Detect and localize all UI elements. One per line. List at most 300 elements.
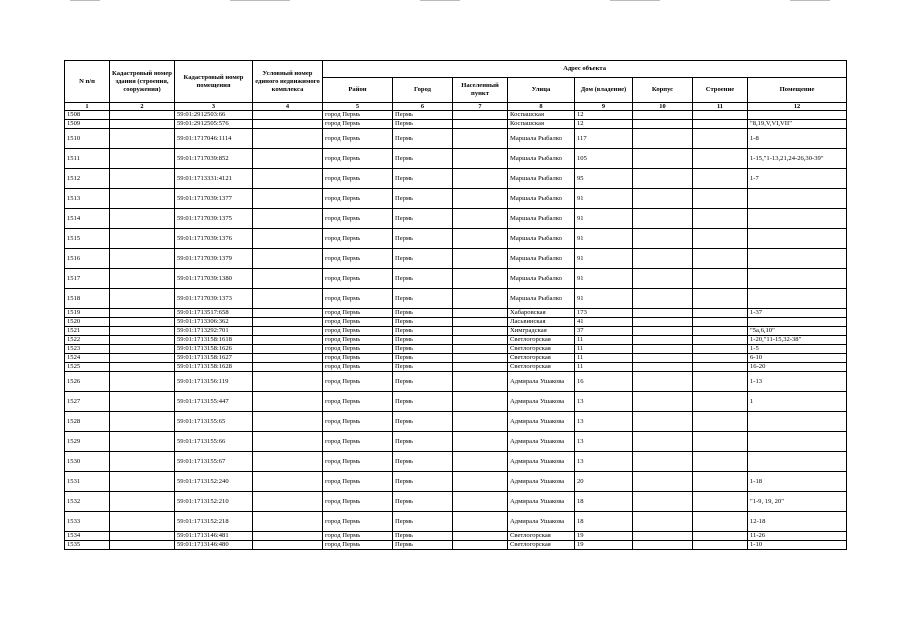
cell-row-number: 1530 xyxy=(65,452,110,472)
scan-edge-mark xyxy=(420,0,460,1)
table-row xyxy=(65,372,847,392)
cell-city: Пермь xyxy=(393,169,453,189)
cell-row-number: 1528 xyxy=(65,412,110,432)
cell-row-number: 1532 xyxy=(65,492,110,512)
cell-street: Маршала Рыбалко xyxy=(508,229,575,249)
cell-premises: 12-18 xyxy=(748,512,847,532)
header-building-cadastral: Кадастровый номер здания (строения, сооружения) xyxy=(110,61,175,103)
cell-street: Маршала Рыбалко xyxy=(508,129,575,149)
cell-structure xyxy=(693,309,748,318)
cell-premises: 11-26 xyxy=(748,532,847,541)
cell-complex-number xyxy=(253,169,323,189)
cell-corpus xyxy=(633,541,693,550)
cell-locality xyxy=(453,149,508,169)
cell-building-cadastral xyxy=(110,412,175,432)
cell-premises-cadastral: 59:01:1713292:701 xyxy=(175,327,253,336)
cell-structure xyxy=(693,452,748,472)
cell-corpus xyxy=(633,309,693,318)
cell-row-number: 1518 xyxy=(65,289,110,309)
cell-city: Пермь xyxy=(393,129,453,149)
cell-premises-cadastral: 59:01:1717039:1377 xyxy=(175,189,253,209)
table-row xyxy=(65,472,847,492)
cell-house: 91 xyxy=(575,269,633,289)
header-premises: Помещение xyxy=(748,78,847,103)
cell-corpus xyxy=(633,532,693,541)
cell-row-number: 1527 xyxy=(65,392,110,412)
cell-premises-cadastral: 59:01:1717039:1376 xyxy=(175,229,253,249)
cell-city: Пермь xyxy=(393,229,453,249)
cell-locality xyxy=(453,289,508,309)
cell-premises: 1-13 xyxy=(748,372,847,392)
cell-house: 41 xyxy=(575,318,633,327)
cell-premises: 1-20,"11-15,32-38" xyxy=(748,336,847,345)
column-number: 8 xyxy=(508,103,575,111)
table-row xyxy=(65,541,847,550)
table-row xyxy=(65,149,847,169)
header-address-group: Адрес объекта xyxy=(323,61,847,78)
cell-district: город Пермь xyxy=(323,120,393,129)
cell-street: Коспашская xyxy=(508,111,575,120)
cell-premises-cadastral: 59:01:1713158:1628 xyxy=(175,363,253,372)
table-row xyxy=(65,412,847,432)
table-row xyxy=(65,336,847,345)
cell-building-cadastral xyxy=(110,189,175,209)
cell-premises: "5а,6,10" xyxy=(748,327,847,336)
cell-row-number: 1516 xyxy=(65,249,110,269)
cell-corpus xyxy=(633,512,693,532)
table-row xyxy=(65,229,847,249)
cell-district: город Пермь xyxy=(323,336,393,345)
cell-premises: 1-5 xyxy=(748,345,847,354)
cell-premises xyxy=(748,229,847,249)
cell-house: 12 xyxy=(575,111,633,120)
cell-district: город Пермь xyxy=(323,452,393,472)
cell-structure xyxy=(693,111,748,120)
cell-corpus xyxy=(633,289,693,309)
cell-district: город Пермь xyxy=(323,318,393,327)
cell-house: 91 xyxy=(575,289,633,309)
table-row xyxy=(65,189,847,209)
cell-row-number: 1514 xyxy=(65,209,110,229)
cell-city: Пермь xyxy=(393,309,453,318)
cell-corpus xyxy=(633,249,693,269)
cell-house: 13 xyxy=(575,432,633,452)
cell-premises-cadastral: 59:01:1717039:852 xyxy=(175,149,253,169)
property-register-table xyxy=(64,60,847,550)
cell-house: 13 xyxy=(575,392,633,412)
cell-complex-number xyxy=(253,532,323,541)
cell-street: Адмирала Ушакова xyxy=(508,432,575,452)
cell-city: Пермь xyxy=(393,372,453,392)
cell-house: 105 xyxy=(575,149,633,169)
cell-house: 18 xyxy=(575,492,633,512)
cell-row-number: 1513 xyxy=(65,189,110,209)
cell-house: 13 xyxy=(575,412,633,432)
column-number: 5 xyxy=(323,103,393,111)
cell-district: город Пермь xyxy=(323,129,393,149)
cell-city: Пермь xyxy=(393,452,453,472)
table-header xyxy=(65,61,847,111)
cell-structure xyxy=(693,412,748,432)
cell-street: Светлогорская xyxy=(508,336,575,345)
table-row xyxy=(65,209,847,229)
cell-building-cadastral xyxy=(110,492,175,512)
cell-premises xyxy=(748,189,847,209)
cell-corpus xyxy=(633,129,693,149)
cell-district: город Пермь xyxy=(323,512,393,532)
cell-complex-number xyxy=(253,392,323,412)
cell-premises xyxy=(748,289,847,309)
cell-structure xyxy=(693,129,748,149)
cell-corpus xyxy=(633,229,693,249)
cell-district: город Пермь xyxy=(323,354,393,363)
cell-complex-number xyxy=(253,354,323,363)
cell-complex-number xyxy=(253,541,323,550)
cell-premises: 1-7 xyxy=(748,169,847,189)
header-house: Дом (владение) xyxy=(575,78,633,103)
cell-street: Светлогорская xyxy=(508,541,575,550)
cell-district: город Пермь xyxy=(323,432,393,452)
cell-district: город Пермь xyxy=(323,472,393,492)
cell-complex-number xyxy=(253,249,323,269)
scan-edge-mark xyxy=(790,0,830,1)
cell-complex-number xyxy=(253,269,323,289)
cell-corpus xyxy=(633,209,693,229)
cell-house: 19 xyxy=(575,541,633,550)
cell-district: город Пермь xyxy=(323,209,393,229)
cell-row-number: 1508 xyxy=(65,111,110,120)
cell-building-cadastral xyxy=(110,336,175,345)
cell-row-number: 1515 xyxy=(65,229,110,249)
cell-premises-cadastral: 59:01:1713158:1618 xyxy=(175,336,253,345)
cell-street: Маршала Рыбалко xyxy=(508,249,575,269)
cell-building-cadastral xyxy=(110,345,175,354)
cell-locality xyxy=(453,120,508,129)
cell-row-number: 1531 xyxy=(65,472,110,492)
cell-premises-cadastral: 59:01:1713517:658 xyxy=(175,309,253,318)
cell-corpus xyxy=(633,269,693,289)
cell-complex-number xyxy=(253,452,323,472)
cell-premises-cadastral: 59:01:1713146:480 xyxy=(175,541,253,550)
cell-structure xyxy=(693,336,748,345)
cell-premises-cadastral: 59:01:1713152:218 xyxy=(175,512,253,532)
cell-house: 18 xyxy=(575,512,633,532)
cell-premises: "8,19,V,VI,VII" xyxy=(748,120,847,129)
column-number: 9 xyxy=(575,103,633,111)
cell-district: город Пермь xyxy=(323,189,393,209)
cell-locality xyxy=(453,229,508,249)
table-row xyxy=(65,120,847,129)
cell-street: Адмирала Ушакова xyxy=(508,452,575,472)
cell-premises xyxy=(748,452,847,472)
cell-premises: 1-10 xyxy=(748,541,847,550)
cell-complex-number xyxy=(253,472,323,492)
cell-district: город Пермь xyxy=(323,345,393,354)
cell-row-number: 1526 xyxy=(65,372,110,392)
cell-row-number: 1520 xyxy=(65,318,110,327)
column-number: 4 xyxy=(253,103,323,111)
cell-complex-number xyxy=(253,289,323,309)
cell-corpus xyxy=(633,345,693,354)
cell-locality xyxy=(453,318,508,327)
cell-premises xyxy=(748,432,847,452)
column-number: 11 xyxy=(693,103,748,111)
cell-building-cadastral xyxy=(110,318,175,327)
header-row-number: N п/п xyxy=(65,61,110,103)
cell-locality xyxy=(453,249,508,269)
cell-structure xyxy=(693,249,748,269)
cell-premises-cadastral: 59:01:1713156:119 xyxy=(175,372,253,392)
cell-street: Адмирала Ушакова xyxy=(508,492,575,512)
cell-city: Пермь xyxy=(393,120,453,129)
cell-house: 11 xyxy=(575,354,633,363)
cell-corpus xyxy=(633,492,693,512)
cell-premises: 1-8 xyxy=(748,129,847,149)
cell-premises-cadastral: 59:01:1713152:210 xyxy=(175,492,253,512)
cell-locality xyxy=(453,129,508,149)
cell-complex-number xyxy=(253,327,323,336)
cell-complex-number xyxy=(253,111,323,120)
cell-structure xyxy=(693,345,748,354)
cell-district: город Пермь xyxy=(323,309,393,318)
cell-locality xyxy=(453,336,508,345)
cell-building-cadastral xyxy=(110,363,175,372)
cell-street: Химградская xyxy=(508,327,575,336)
cell-building-cadastral xyxy=(110,354,175,363)
cell-city: Пермь xyxy=(393,327,453,336)
cell-house: 11 xyxy=(575,363,633,372)
cell-complex-number xyxy=(253,363,323,372)
cell-premises-cadastral: 59:01:1713158:1627 xyxy=(175,354,253,363)
cell-complex-number xyxy=(253,372,323,392)
cell-city: Пермь xyxy=(393,432,453,452)
cell-premises-cadastral: 59:01:1717046:1114 xyxy=(175,129,253,149)
cell-house: 91 xyxy=(575,189,633,209)
cell-premises-cadastral: 59:01:1717039:1375 xyxy=(175,209,253,229)
cell-street: Ласьвинская xyxy=(508,318,575,327)
cell-street: Адмирала Ушакова xyxy=(508,512,575,532)
cell-building-cadastral xyxy=(110,289,175,309)
cell-house: 37 xyxy=(575,327,633,336)
cell-building-cadastral xyxy=(110,129,175,149)
cell-premises-cadastral: 59:01:1713155:65 xyxy=(175,412,253,432)
cell-city: Пермь xyxy=(393,209,453,229)
cell-row-number: 1523 xyxy=(65,345,110,354)
cell-house: 19 xyxy=(575,532,633,541)
cell-locality xyxy=(453,541,508,550)
cell-street: Светлогорская xyxy=(508,532,575,541)
cell-structure xyxy=(693,189,748,209)
cell-district: город Пермь xyxy=(323,372,393,392)
scan-edge-mark xyxy=(70,0,100,1)
cell-street: Светлогорская xyxy=(508,354,575,363)
cell-building-cadastral xyxy=(110,269,175,289)
cell-structure xyxy=(693,532,748,541)
cell-complex-number xyxy=(253,149,323,169)
cell-locality xyxy=(453,512,508,532)
column-number: 1 xyxy=(65,103,110,111)
header-locality: Населенный пункт xyxy=(453,78,508,103)
cell-district: город Пермь xyxy=(323,111,393,120)
cell-city: Пермь xyxy=(393,318,453,327)
table-row xyxy=(65,327,847,336)
cell-premises: 6-10 xyxy=(748,354,847,363)
cell-building-cadastral xyxy=(110,120,175,129)
table-row xyxy=(65,392,847,412)
column-number: 10 xyxy=(633,103,693,111)
cell-house: 12 xyxy=(575,120,633,129)
cell-street: Маршала Рыбалко xyxy=(508,289,575,309)
column-number: 12 xyxy=(748,103,847,111)
cell-structure xyxy=(693,372,748,392)
table-row xyxy=(65,318,847,327)
cell-premises xyxy=(748,318,847,327)
cell-row-number: 1521 xyxy=(65,327,110,336)
cell-premises-cadastral: 59:01:1717039:1379 xyxy=(175,249,253,269)
cell-structure xyxy=(693,149,748,169)
cell-locality xyxy=(453,269,508,289)
cell-locality xyxy=(453,354,508,363)
cell-house: 11 xyxy=(575,336,633,345)
cell-premises: "1-9, 19, 20" xyxy=(748,492,847,512)
cell-complex-number xyxy=(253,345,323,354)
cell-city: Пермь xyxy=(393,363,453,372)
cell-complex-number xyxy=(253,318,323,327)
cell-row-number: 1512 xyxy=(65,169,110,189)
cell-locality xyxy=(453,372,508,392)
cell-structure xyxy=(693,392,748,412)
cell-complex-number xyxy=(253,189,323,209)
header-district: Район xyxy=(323,78,393,103)
table-row xyxy=(65,111,847,120)
cell-corpus xyxy=(633,432,693,452)
cell-street: Адмирала Ушакова xyxy=(508,372,575,392)
cell-district: город Пермь xyxy=(323,149,393,169)
cell-city: Пермь xyxy=(393,149,453,169)
cell-house: 13 xyxy=(575,452,633,472)
cell-city: Пермь xyxy=(393,532,453,541)
cell-street: Адмирала Ушакова xyxy=(508,472,575,492)
cell-house: 11 xyxy=(575,345,633,354)
table-body xyxy=(65,111,847,550)
cell-house: 91 xyxy=(575,209,633,229)
cell-house: 91 xyxy=(575,229,633,249)
cell-row-number: 1522 xyxy=(65,336,110,345)
table-row xyxy=(65,345,847,354)
cell-street: Коспашская xyxy=(508,120,575,129)
cell-premises-cadastral: 59:01:1713331:4121 xyxy=(175,169,253,189)
cell-complex-number xyxy=(253,129,323,149)
cell-building-cadastral xyxy=(110,372,175,392)
cell-structure xyxy=(693,229,748,249)
column-number: 6 xyxy=(393,103,453,111)
cell-complex-number xyxy=(253,209,323,229)
table-row xyxy=(65,512,847,532)
table-row xyxy=(65,289,847,309)
cell-building-cadastral xyxy=(110,327,175,336)
cell-structure xyxy=(693,289,748,309)
cell-street: Маршала Рыбалко xyxy=(508,189,575,209)
cell-district: город Пермь xyxy=(323,327,393,336)
cell-complex-number xyxy=(253,229,323,249)
cell-locality xyxy=(453,345,508,354)
cell-corpus xyxy=(633,318,693,327)
cell-corpus xyxy=(633,354,693,363)
table-row xyxy=(65,492,847,512)
table-row xyxy=(65,363,847,372)
cell-premises: 16-20 xyxy=(748,363,847,372)
cell-premises-cadastral: 59:01:2912503:66 xyxy=(175,111,253,120)
cell-structure xyxy=(693,432,748,452)
cell-locality xyxy=(453,169,508,189)
table-row xyxy=(65,354,847,363)
header-complex-number: Условный номер единого недвижимого комплекса xyxy=(253,61,323,103)
cell-building-cadastral xyxy=(110,169,175,189)
cell-locality xyxy=(453,492,508,512)
cell-street: Адмирала Ушакова xyxy=(508,392,575,412)
cell-corpus xyxy=(633,111,693,120)
cell-row-number: 1529 xyxy=(65,432,110,452)
cell-street: Маршала Рыбалко xyxy=(508,149,575,169)
cell-row-number: 1517 xyxy=(65,269,110,289)
cell-structure xyxy=(693,209,748,229)
cell-district: город Пермь xyxy=(323,412,393,432)
cell-premises-cadastral: 59:01:1713152:240 xyxy=(175,472,253,492)
cell-street: Светлогорская xyxy=(508,345,575,354)
cell-premises-cadastral: 59:01:1713146:481 xyxy=(175,532,253,541)
cell-house: 95 xyxy=(575,169,633,189)
header-city: Город xyxy=(393,78,453,103)
cell-complex-number xyxy=(253,492,323,512)
cell-row-number: 1524 xyxy=(65,354,110,363)
cell-structure xyxy=(693,512,748,532)
cell-row-number: 1510 xyxy=(65,129,110,149)
column-number: 3 xyxy=(175,103,253,111)
cell-locality xyxy=(453,209,508,229)
cell-premises-cadastral: 59:01:1717039:1380 xyxy=(175,269,253,289)
cell-premises xyxy=(748,209,847,229)
cell-locality xyxy=(453,327,508,336)
table-row xyxy=(65,269,847,289)
cell-district: город Пермь xyxy=(323,541,393,550)
header-street: Улица xyxy=(508,78,575,103)
cell-premises xyxy=(748,249,847,269)
cell-complex-number xyxy=(253,120,323,129)
cell-district: город Пермь xyxy=(323,229,393,249)
table-row xyxy=(65,169,847,189)
cell-complex-number xyxy=(253,309,323,318)
cell-row-number: 1534 xyxy=(65,532,110,541)
cell-premises-cadastral: 59:01:1713306:362 xyxy=(175,318,253,327)
cell-premises xyxy=(748,269,847,289)
cell-corpus xyxy=(633,372,693,392)
cell-city: Пермь xyxy=(393,492,453,512)
cell-corpus xyxy=(633,189,693,209)
cell-locality xyxy=(453,532,508,541)
cell-structure xyxy=(693,318,748,327)
cell-city: Пермь xyxy=(393,189,453,209)
cell-corpus xyxy=(633,472,693,492)
cell-building-cadastral xyxy=(110,111,175,120)
cell-locality xyxy=(453,452,508,472)
cell-locality xyxy=(453,472,508,492)
table-row xyxy=(65,129,847,149)
cell-city: Пермь xyxy=(393,249,453,269)
cell-building-cadastral xyxy=(110,309,175,318)
cell-corpus xyxy=(633,336,693,345)
cell-district: город Пермь xyxy=(323,169,393,189)
cell-structure xyxy=(693,169,748,189)
